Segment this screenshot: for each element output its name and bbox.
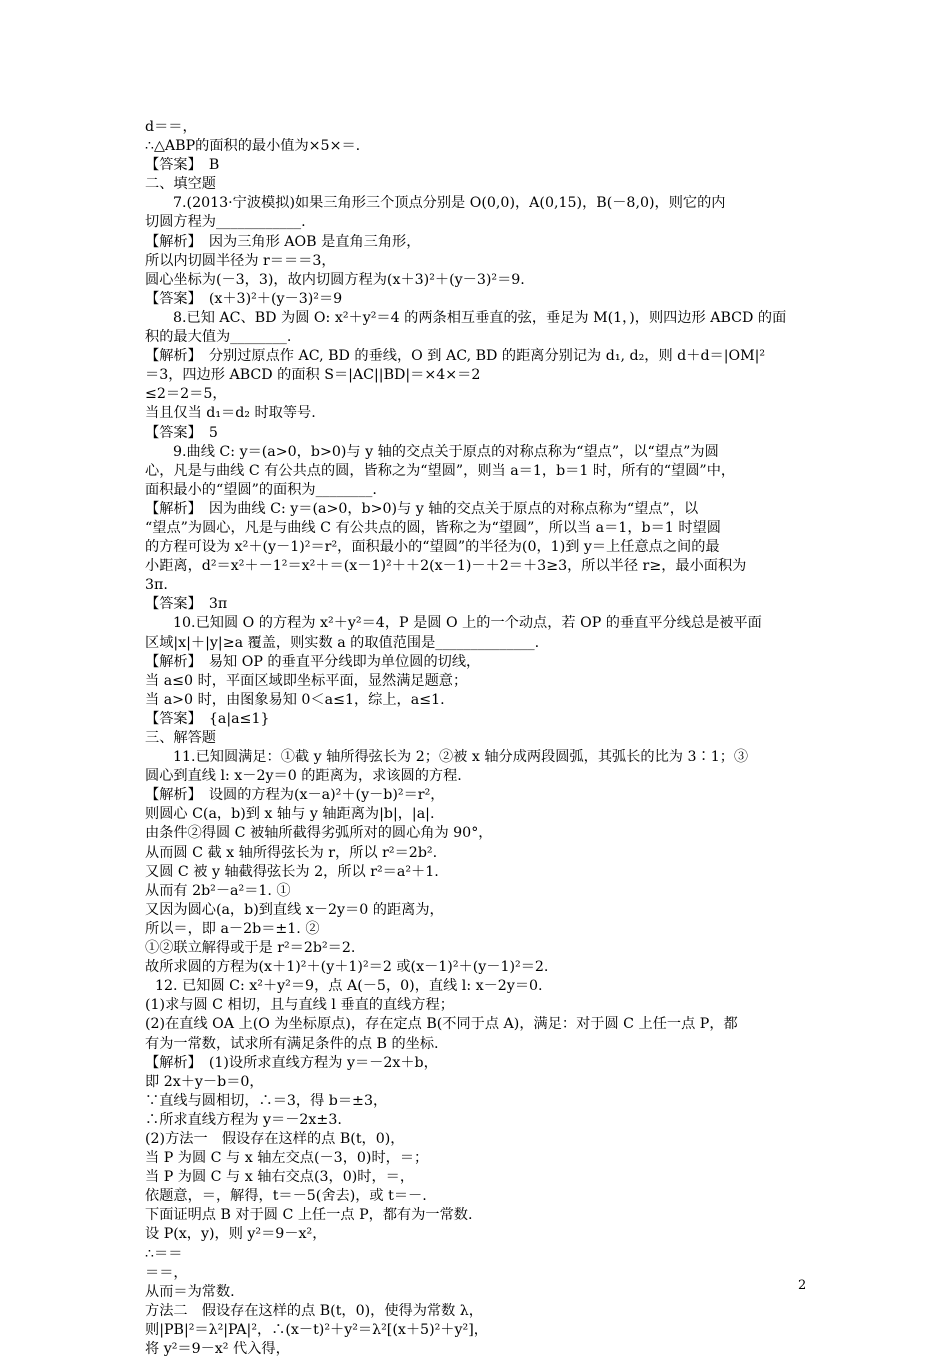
text-line: 当 a>0 时，由图象易知 0＜a≤1，综上，a≤1.	[145, 691, 445, 708]
text-line: 当且仅当 d₁＝d₂ 时取等号.	[145, 405, 316, 422]
text-line: (2)在直线 OA 上(O 为坐标原点)，存在定点 B(不同于点 A)，满足：对于圆 C 上任一点 P，都	[145, 1016, 738, 1033]
text-line: 又圆 C 被 y 轴截得弦长为 2，所以 r²＝a²＋1.	[145, 863, 439, 880]
text-line: 设 P(x，y)，则 y²＝9－x²，	[145, 1226, 327, 1243]
text-line: 从而圆 C 截 x 轴所得弦长为 r，所以 r²＝2b².	[145, 844, 438, 861]
text-line: ①②联立解得或于是 r²＝2b²＝2.	[145, 940, 356, 957]
text-line: 故所求圆的方程为(x＋1)²＋(y＋1)²＝2 或(x－1)²＋(y－1)²＝2.	[145, 959, 549, 976]
text-line: 7.(2013·宁波模拟)如果三角形三个顶点分别是 O(0,0)，A(0,15)，B(－8,0)，则它的内	[173, 195, 726, 212]
text-line: 3π.	[145, 577, 168, 594]
text-line: 下面证明点 B 对于圆 C 上任一点 P，都有为一常数.	[145, 1207, 473, 1224]
text-line: ∵直线与圆相切，∴＝3，得 b＝±3，	[145, 1092, 388, 1109]
text-line: 由条件②得圆 C 被轴所截得劣弧所对的圆心角为 90°，	[145, 825, 493, 842]
document-body	[145, 118, 817, 1359]
text-line: 从而＝为常数.	[145, 1283, 235, 1300]
text-line: 8.已知 AC、BD 为圆 O: x²＋y²＝4 的两条相互垂直的弦，垂足为 M(1，)，则四边形 ABCD 的面	[173, 309, 787, 326]
text-line: 心，凡是与曲线 C 有公共点的圆，皆称之为“望圆”，则当 a＝1，b＝1 时，所有的“望圆”中，	[145, 462, 736, 479]
text-line: 【解析】 设圆的方程为(x－a)²＋(y－b)²＝r²，	[145, 787, 445, 804]
text-line: 【解析】 易知 OP 的垂直平分线即为单位圆的切线，	[145, 653, 481, 670]
text-line: 【答案】 3π	[145, 596, 228, 613]
text-line: ∴＝＝	[145, 1245, 183, 1262]
text-line: “望点”为圆心，凡是与曲线 C 有公共点的圆，皆称之为“望圆”，所以当 a＝1，b＝1 时望圆	[145, 519, 721, 536]
text-line: 的方程可设为 x²＋(y－1)²＝r²，面积最小的“望圆”的半径为(0，1)到 y＝上任意点之间的最	[145, 539, 720, 556]
text-line: (2)方法一 假设存在这样的点 B(t，0)，	[145, 1130, 405, 1147]
text-line: 方法二 假设存在这样的点 B(t，0)，使得为常数 λ，	[145, 1302, 483, 1319]
text-line: ＝3，四边形 ABCD 的面积 S＝|AC||BD|＝×4×＝2	[145, 367, 481, 384]
text-line: 10.已知圆 O 的方程为 x²＋y²＝4，P 是圆 O 上的一个动点，若 OP 的垂直平分线总是被平面	[173, 615, 762, 632]
text-line: 圆心坐标为(－3，3)，故内切圆方程为(x＋3)²＋(y－3)²＝9.	[145, 271, 525, 288]
text-line: 【答案】 5	[145, 424, 218, 441]
text-line: 小距离，d²＝x²＋－1²＝x²＋＝(x－1)²＋＋2(x－1)－＋2＝＋3≥3，所以半径 r≥，最小面积为	[145, 558, 747, 575]
text-line: ＝＝，	[145, 1264, 188, 1281]
text-line: 又因为圆心(a，b)到直线 x－2y＝0 的距离为，	[145, 901, 444, 918]
text-line: 当 P 为圆 C 与 x 轴右交点(3，0)时，＝，	[145, 1169, 415, 1186]
text-line: 12. 已知圆 C: x²＋y²＝9，点 A(－5，0)，直线 l: x－2y＝0.	[155, 978, 543, 995]
text-line: 【解析】 因为曲线 C: y＝(a>0，b>0)与 y 轴的交点关于原点的对称点称为“望点”，以	[145, 500, 699, 517]
text-line: 从而有 2b²－a²＝1. ①	[145, 882, 291, 899]
text-line: 圆心到直线 l: x－2y＝0 的距离为，求该圆的方程.	[145, 768, 462, 785]
text-line: 二、填空题	[145, 176, 216, 193]
text-line: ∴所求直线方程为 y＝－2x±3.	[145, 1111, 342, 1128]
text-line: 9.曲线 C: y＝(a>0，b>0)与 y 轴的交点关于原点的对称点称为“望点”，以“望点”为圆	[173, 443, 719, 460]
text-line: 【解析】 (1)设所求直线方程为 y＝－2x＋b，	[145, 1054, 438, 1071]
text-line: 当 P 为圆 C 与 x 轴左交点(－3，0)时，＝；	[145, 1150, 429, 1167]
text-line: 将 y²＝9－x² 代入得，	[145, 1341, 290, 1357]
text-line: 所以＝，即 a－2b＝±1. ②	[145, 920, 320, 937]
text-line: 则|PB|²＝λ²|PA|²，∴(x－t)²＋y²＝λ²[(x＋5)²＋y²]，	[145, 1321, 488, 1338]
text-line: 【解析】 分别过原点作 AC, BD 的垂线，O 到 AC, BD 的距离分别记为 d₁, d₂，则 d＋d＝|OM|²	[145, 348, 766, 365]
text-line: (1)求与圆 C 相切，且与直线 l 垂直的直线方程；	[145, 997, 454, 1014]
text-line: 面积最小的“望圆”的面积为________.	[145, 481, 377, 498]
text-line: 切圆方程为____________.	[145, 214, 306, 231]
text-line: 【答案】 (x＋3)²＋(y－3)²＝9	[145, 290, 343, 307]
text-line: 【答案】 B	[145, 157, 220, 174]
text-line: 即 2x＋y－b＝0，	[145, 1073, 264, 1090]
text-line: 依题意，＝，解得，t＝－5(舍去)，或 t＝－.	[145, 1188, 427, 1205]
text-line: 当 a≤0 时，平面区域即坐标平面，显然满足题意；	[145, 672, 468, 689]
text-line: 三、解答题	[145, 730, 216, 746]
text-line: 11.已知圆满足：①截 y 轴所得弦长为 2；②被 x 轴分成两段圆弧，其弧长的比为 3∶1；③	[173, 749, 749, 766]
text-line: 区域|x|＋|y|≥a 覆盖，则实数 a 的取值范围是______________.	[145, 634, 540, 651]
text-line: 则圆心 C(a，b)到 x 轴与 y 轴距离为|b|，|a|.	[145, 806, 435, 823]
page-number: 2	[798, 1278, 807, 1293]
text-line: d＝＝，	[145, 119, 197, 135]
text-line: 有为一常数，试求所有满足条件的点 B 的坐标.	[145, 1035, 439, 1052]
text-line: 【解析】 因为三角形 AOB 是直角三角形，	[145, 233, 421, 250]
text-line: 【答案】 {a|a≤1}	[145, 710, 270, 727]
text-line: ≤2＝2＝5，	[145, 386, 227, 403]
text-line: 所以内切圆半径为 r＝＝＝3，	[145, 252, 336, 269]
text-line: 积的最大值为________.	[145, 329, 292, 346]
text-line: ∴△ABP的面积的最小值为×5×＝.	[145, 138, 361, 155]
